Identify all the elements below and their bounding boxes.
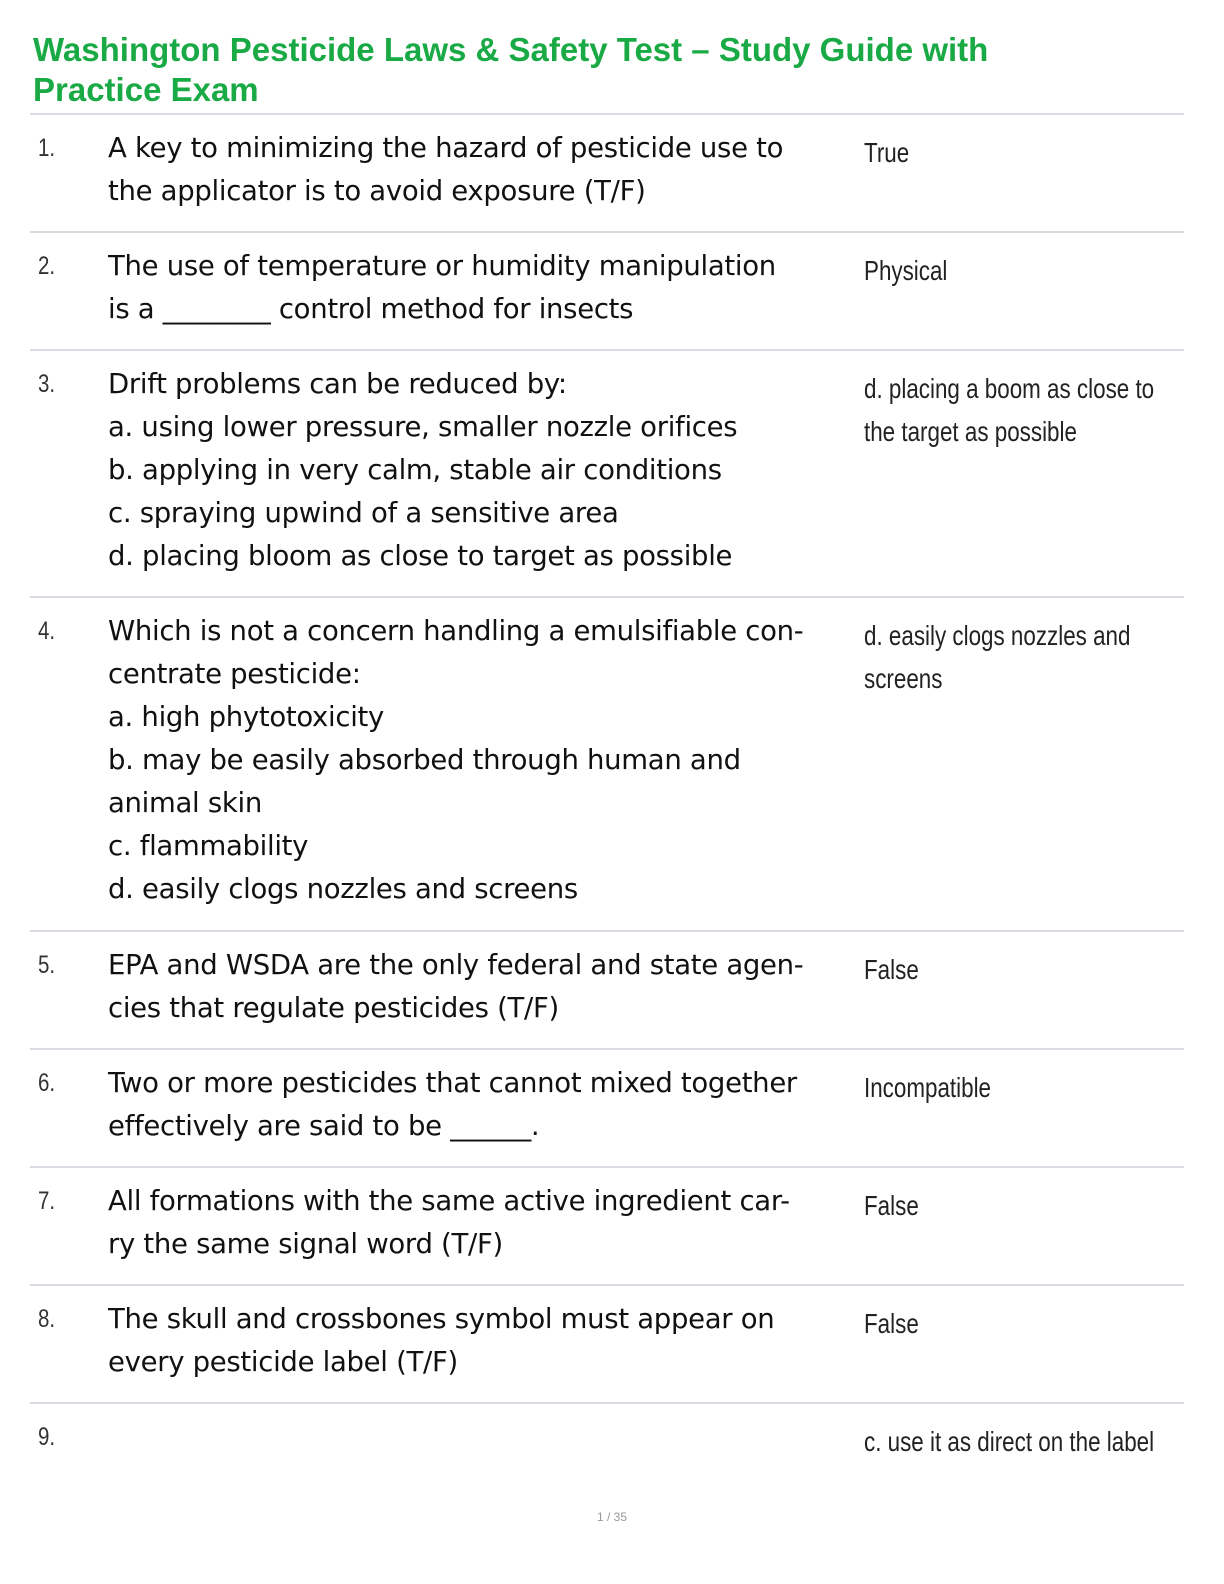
- page-title: [33, 30, 1153, 110]
- question-line: All formations with the same active ingredient car-: [108, 1185, 790, 1217]
- answer-text: [864, 948, 1168, 991]
- answer-text: [864, 131, 1168, 174]
- answer-line: True: [864, 137, 910, 168]
- answer-line: the target as possible: [864, 416, 1077, 447]
- question-line: c. spraying upwind of a sensitive area: [108, 497, 619, 529]
- answer-line: d. placing a boom as close to: [864, 373, 1155, 404]
- qa-item-3: [30, 349, 1184, 597]
- answer-text: [864, 614, 1168, 700]
- question-text: [108, 127, 878, 213]
- question-line: The skull and crossbones symbol must appear on: [108, 1303, 775, 1335]
- page-title-line: Washington Pesticide Laws & Safety Test – Study Guide with: [33, 31, 989, 68]
- qa-item-8: [30, 1284, 1184, 1402]
- answer-line: False: [864, 954, 919, 985]
- answer-text: [864, 249, 1168, 292]
- question-text: [108, 363, 878, 578]
- question-line: d. placing bloom as close to target as possible: [108, 540, 733, 572]
- question-text: [108, 1180, 878, 1266]
- answer-line: False: [864, 1190, 919, 1221]
- question-line: animal skin: [108, 787, 262, 819]
- answer-line: False: [864, 1308, 919, 1339]
- qa-item-5: [30, 930, 1184, 1048]
- answer-line: Incompatible: [864, 1072, 992, 1103]
- question-text: [108, 610, 878, 911]
- question-line: every pesticide label (T/F): [108, 1346, 458, 1378]
- answer-text: [864, 1184, 1168, 1227]
- question-line: a. high phytotoxicity: [108, 701, 384, 733]
- qa-item-4: [30, 596, 1184, 931]
- item-number: 5.: [38, 951, 56, 979]
- question-line: the applicator is to avoid exposure (T/F): [108, 175, 646, 207]
- question-line: a. using lower pressure, smaller nozzle orifices: [108, 411, 738, 443]
- question-line: effectively are said to be ______.: [108, 1110, 540, 1142]
- question-line: A key to minimizing the hazard of pesticide use to: [108, 132, 784, 164]
- question-line: Two or more pesticides that cannot mixed together: [108, 1067, 797, 1099]
- question-line: Drift problems can be reduced by:: [108, 368, 567, 400]
- answer-text: [864, 1066, 1168, 1109]
- question-line: EPA and WSDA are the only federal and state agen-: [108, 949, 804, 981]
- question-text: [108, 1062, 878, 1148]
- answer-line: d. easily clogs nozzles and: [864, 620, 1131, 651]
- item-number: 3.: [38, 370, 56, 398]
- item-number: 7.: [38, 1187, 56, 1215]
- question-text: [108, 1298, 878, 1384]
- item-number: 1.: [38, 134, 56, 162]
- question-line: centrate pesticide:: [108, 658, 361, 690]
- qa-item-2: [30, 231, 1184, 349]
- answer-line: c. use it as direct on the label: [864, 1426, 1155, 1457]
- item-number: 6.: [38, 1069, 56, 1097]
- answer-line: Physical: [864, 255, 948, 286]
- question-line: b. applying in very calm, stable air conditions: [108, 454, 722, 486]
- qa-item-1: [30, 113, 1184, 231]
- question-line: The use of temperature or humidity manipulation: [108, 250, 776, 282]
- question-text: [108, 245, 878, 331]
- question-line: Which is not a concern handling a emulsifiable con-: [108, 615, 804, 647]
- question-line: is a ________ control method for insects: [108, 293, 634, 325]
- question-line: cies that regulate pesticides (T/F): [108, 992, 559, 1024]
- question-text: [108, 944, 878, 1030]
- qa-item-6: [30, 1048, 1184, 1166]
- item-number: 9.: [38, 1423, 56, 1451]
- question-line: ry the same signal word (T/F): [108, 1228, 503, 1260]
- answer-text: [864, 1302, 1168, 1345]
- question-line: d. easily clogs nozzles and screens: [108, 873, 578, 905]
- qa-item-9: [30, 1402, 1184, 1484]
- answer-text: [864, 1420, 1168, 1463]
- answer-line: screens: [864, 663, 943, 694]
- answer-text: [864, 367, 1168, 453]
- qa-item-7: [30, 1166, 1184, 1284]
- question-line: b. may be easily absorbed through human and: [108, 744, 741, 776]
- page-title-line: Practice Exam: [33, 71, 259, 108]
- item-number: 2.: [38, 252, 56, 280]
- page-indicator: 1 / 35: [596, 1510, 628, 1524]
- question-line: c. flammability: [108, 830, 309, 862]
- item-number: 8.: [38, 1305, 56, 1333]
- item-number: 4.: [38, 617, 56, 645]
